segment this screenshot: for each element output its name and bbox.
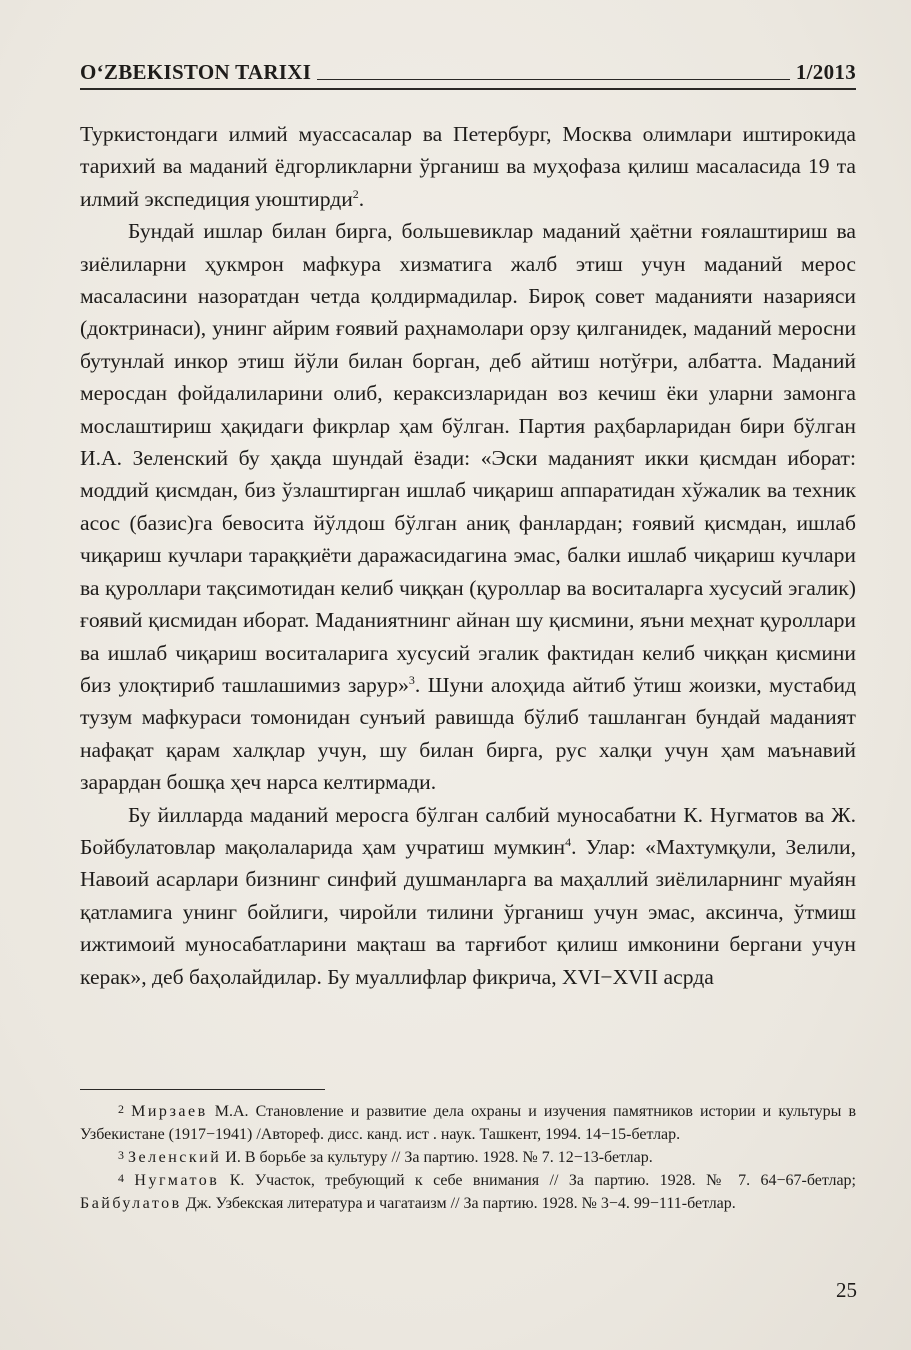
footnote-4-number: 4 xyxy=(118,1171,124,1185)
header-rule xyxy=(317,79,790,80)
paragraph-2 xyxy=(80,215,856,798)
running-header xyxy=(80,58,856,90)
footnotes xyxy=(80,1100,856,1215)
paragraph-2-text-a: Бундай ишлар билан бирга, большевиклар маданий ҳаётни ғоялаштириш ва зиёлиларни ҳукмрон мафкура хизматига жалб этиш учун маданий мерос масаласини назоратдан четда қолдирмадилар. Бироқ совет маданияти назарияси (доктринаси), унинг айрим ғоявий раҳнамолари орзу қилганидек, маданий меросни бутунлай инкор этиш йўли билан борган, деб айтиш нотўғри, албатта. Маданий меросдан фойдалиларини олиб, кераксизларидан воз кечиш ёки уларни замонга мослаштириш ҳақидаги фикрлар ҳам бўлган. Партия раҳбарларидан бири бўлган И.А. Зеленский бу ҳақда шундай ёзади: «Эски маданият икки қисмдан иборат: моддий қисмдан, биз ўзлаштирган ишлаб чиқариш аппаратидан хўжалик ва техник асос (базис)га бевосита йўлдош бўлган аниқ фанлардан; ғоявий қисмдан, ишлаб чиқариш кучлари тараққиёти даражасидагина эмас, балки ишлаб чиқариш кучлари ва қуроллари тақсимотидан келиб чиққан (қуроллар ва воситаларга хусусий эгалик) ғоявий қисмидан иборат. Маданиятнинг айнан шу қисмини, яъни меҳнат қуроллари ва ишлаб чиқариш воситаларига хусусий эгалик фактидан келиб чиққан қисмини биз улоқтириб ташлашимиз зарур» xyxy=(80,219,856,697)
main-text xyxy=(80,118,856,993)
paragraph-3 xyxy=(80,799,856,993)
footnote-3-author: Зеленский xyxy=(128,1149,222,1166)
page-number: 25 xyxy=(836,1278,857,1302)
paragraph-1-end: . xyxy=(358,186,365,211)
footnote-ref-4: 4 xyxy=(565,834,572,849)
footnote-4 xyxy=(80,1169,856,1215)
footnote-4-author: Нугматов xyxy=(134,1172,220,1189)
footnote-2-number: 2 xyxy=(118,1102,124,1116)
paragraph-1 xyxy=(80,118,856,215)
footnote-4-text-b: Дж. Узбекская литература и чагатаизм // За партию. 1928. № 3−4. 99−111-бетлар. xyxy=(181,1195,736,1212)
footnote-separator xyxy=(80,1089,325,1090)
footnote-2-author: Мирзаев xyxy=(131,1103,208,1120)
footnote-3 xyxy=(80,1146,856,1169)
paragraph-1-text: Туркистондаги илмий муассасалар ва Петербург, Москва олимлари иштирокида тарихий ва маданий ёдгорликларни ўрганиш ва муҳофаза қилиш масаласида 19 та илмий экспедиция уюштирди xyxy=(80,122,856,211)
footnote-2 xyxy=(80,1100,856,1146)
issue-number: 1/2013 xyxy=(795,60,856,84)
footnote-2-text: М.А. Становление и развитие дела охраны и изучения памятников истории и культуры в Узбекистане (1917−1941) /Автореф. дисс. канд. ист . наук. Ташкент, 1994. 14−15-бетлар. xyxy=(80,1103,857,1143)
footnote-ref-3: 3 xyxy=(408,672,415,687)
footnote-4-text-a: К. Участок, требующий к себе внимания // За партию. 1928. № 7. 64−67-бетлар; xyxy=(219,1172,857,1189)
footnote-ref-2: 2 xyxy=(352,186,359,201)
paragraph-3-text-b: . Улар: «Махтумқули, Зелили, Навоий асарлари бизнинг синфий душманларга ва маҳаллий зиёлиларнинг муайян қатламига унинг бойлиги, чиройли тилини ўрганиш учун эмас, аксинча, ўтмиш ижтимоий муносабатларини мақташ ва тарғибот қилиш имконини бергани учун керак», деб баҳолайдилар. Бу муаллифлар фикрича, XVI−XVII асрда xyxy=(80,834,856,989)
journal-title: O‘ZBEKISTON TARIXI xyxy=(80,60,312,84)
paragraph-3-text-a: Бу йилларда маданий меросга бўлган салбий муносабатни К. Нугматов ва Ж. Бойбулатовлар мақолаларида ҳам учратиш мумкин xyxy=(80,802,856,859)
footnote-4-author-2: Байбулатов xyxy=(80,1195,182,1212)
paragraph-2-text-b: . Шуни алоҳида айтиб ўтиш жоизки, мустабид тузум мафкураси томонидан сунъий равишда бўлиб ташланган бундай маданият нафақат қарам халқлар учун, шу билан бирга, рус халқи учун ҳам маънавий зарардан бошқа ҳеч нарса келтирмади. xyxy=(80,672,856,795)
footnote-3-text: И. В борьбе за культуру // За партию. 1928. № 7. 12−13-бетлар. xyxy=(221,1149,653,1166)
footnote-3-number: 3 xyxy=(118,1148,124,1162)
